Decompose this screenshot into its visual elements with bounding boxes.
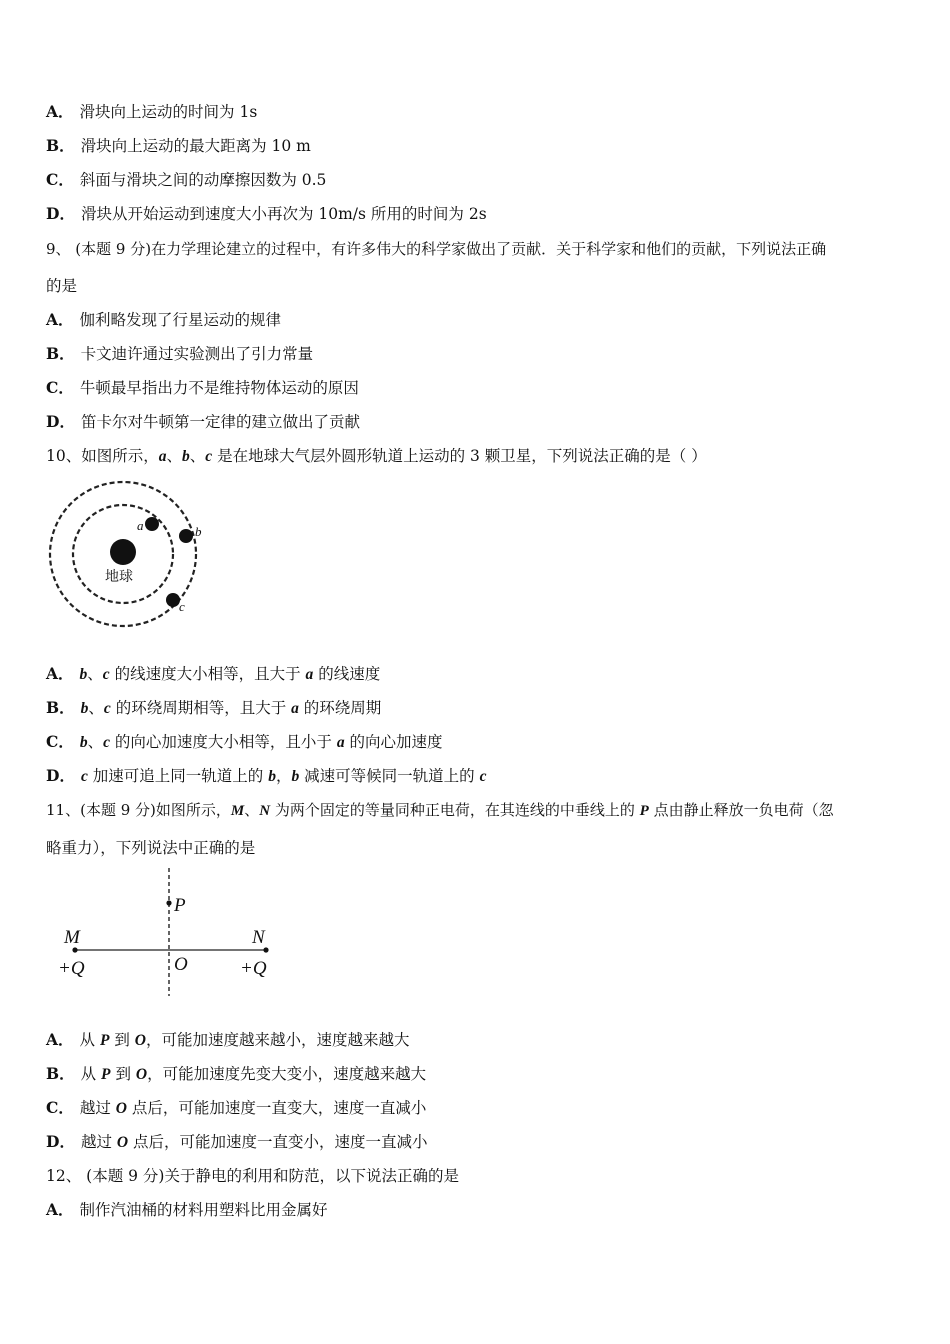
label-n: N bbox=[252, 927, 265, 948]
satellite-a-label: a bbox=[137, 518, 144, 533]
charge-m bbox=[72, 947, 77, 952]
q12-stem: 12、 (本题 9 分)关于静电的利用和防范，以下说法正确的是 bbox=[46, 1167, 459, 1185]
satellite-orbit-figure bbox=[46, 478, 216, 634]
q10-option-b: B． b、c 的环绕周期相等，且大于 a 的环绕周期 bbox=[46, 698, 382, 717]
q10-option-c: C． b、c 的向心加速度大小相等，且小于 a 的向心加速度 bbox=[46, 732, 443, 751]
q11-option-b: B． 从 P 到 O，可能加速度先变大变小，速度越来越大 bbox=[46, 1064, 427, 1083]
q11-option-a: A． 从 P 到 O，可能加速度越来越小，速度越来越大 bbox=[46, 1030, 410, 1049]
satellite-b-label: b bbox=[195, 524, 202, 539]
q11-stem-line2: 略重力），下列说法中正确的是 bbox=[46, 839, 256, 857]
label-o: O bbox=[174, 954, 188, 975]
q9-option-b: B． 卡文迪许通过实验测出了引力常量 bbox=[46, 344, 314, 363]
earth-label: 地球 bbox=[105, 569, 133, 585]
q12-option-a: A． 制作汽油桶的材料用塑料比用金属好 bbox=[46, 1200, 328, 1219]
q9-stem-line2: 的是 bbox=[46, 277, 78, 295]
q9-option-c: C． 牛顿最早指出力不是维持物体运动的原因 bbox=[46, 378, 359, 397]
label-charge-n: +Q bbox=[240, 958, 267, 979]
label-charge-m: +Q bbox=[58, 958, 85, 979]
q11-option-d: D． 越过 O 点后，可能加速度一直变小，速度一直减小 bbox=[46, 1132, 428, 1151]
satellite-b bbox=[179, 529, 193, 543]
q8-option-a: A． 滑块向上运动的时间为 1s bbox=[46, 102, 258, 121]
satellite-a bbox=[145, 517, 159, 531]
q9-option-a: A． 伽利略发现了行星运动的规律 bbox=[46, 310, 282, 329]
satellite-c-label: c bbox=[179, 599, 185, 614]
q10-option-a: A． b、c 的线速度大小相等，且大于 a 的线速度 bbox=[46, 664, 381, 683]
label-p: P bbox=[174, 895, 186, 916]
q8-option-c: C． 斜面与滑块之间的动摩擦因数为 0.5 bbox=[46, 170, 327, 189]
q11-stem-line1: 11、(本题 9 分)如图所示，M、N 为两个固定的等量同种正电荷，在其连线的中垂线上的 P 点由静止释放一负电荷（忽 bbox=[46, 801, 834, 819]
satellite-c bbox=[166, 593, 180, 607]
label-m: M bbox=[64, 927, 80, 948]
q11-option-c: C． 越过 O 点后，可能加速度一直变大，速度一直减小 bbox=[46, 1098, 427, 1117]
charge-n bbox=[263, 947, 268, 952]
charges-figure bbox=[54, 866, 284, 1000]
q8-option-b: B． 滑块向上运动的最大距离为 10 m bbox=[46, 136, 311, 155]
q9-stem-line1: 9、 (本题 9 分)在力学理论建立的过程中，有许多伟大的科学家做出了贡献．关于科学家和他们的贡献，下列说法正确 bbox=[46, 240, 827, 258]
q8-option-d: D． 滑块从开始运动到速度大小再次为 10m/s 所用的时间为 2s bbox=[46, 204, 487, 223]
q10-option-d: D． c 加速可追上同一轨道上的 b，b 减速可等候同一轨道上的 c bbox=[46, 766, 487, 785]
q9-option-d: D． 笛卡尔对牛顿第一定律的建立做出了贡献 bbox=[46, 412, 360, 431]
q10-stem: 10、如图所示，a、b、c 是在地球大气层外圆形轨道上运动的 3 颗卫星，下列说法正确的是（ ） bbox=[46, 447, 707, 465]
earth bbox=[110, 539, 136, 565]
point-p bbox=[166, 900, 171, 905]
